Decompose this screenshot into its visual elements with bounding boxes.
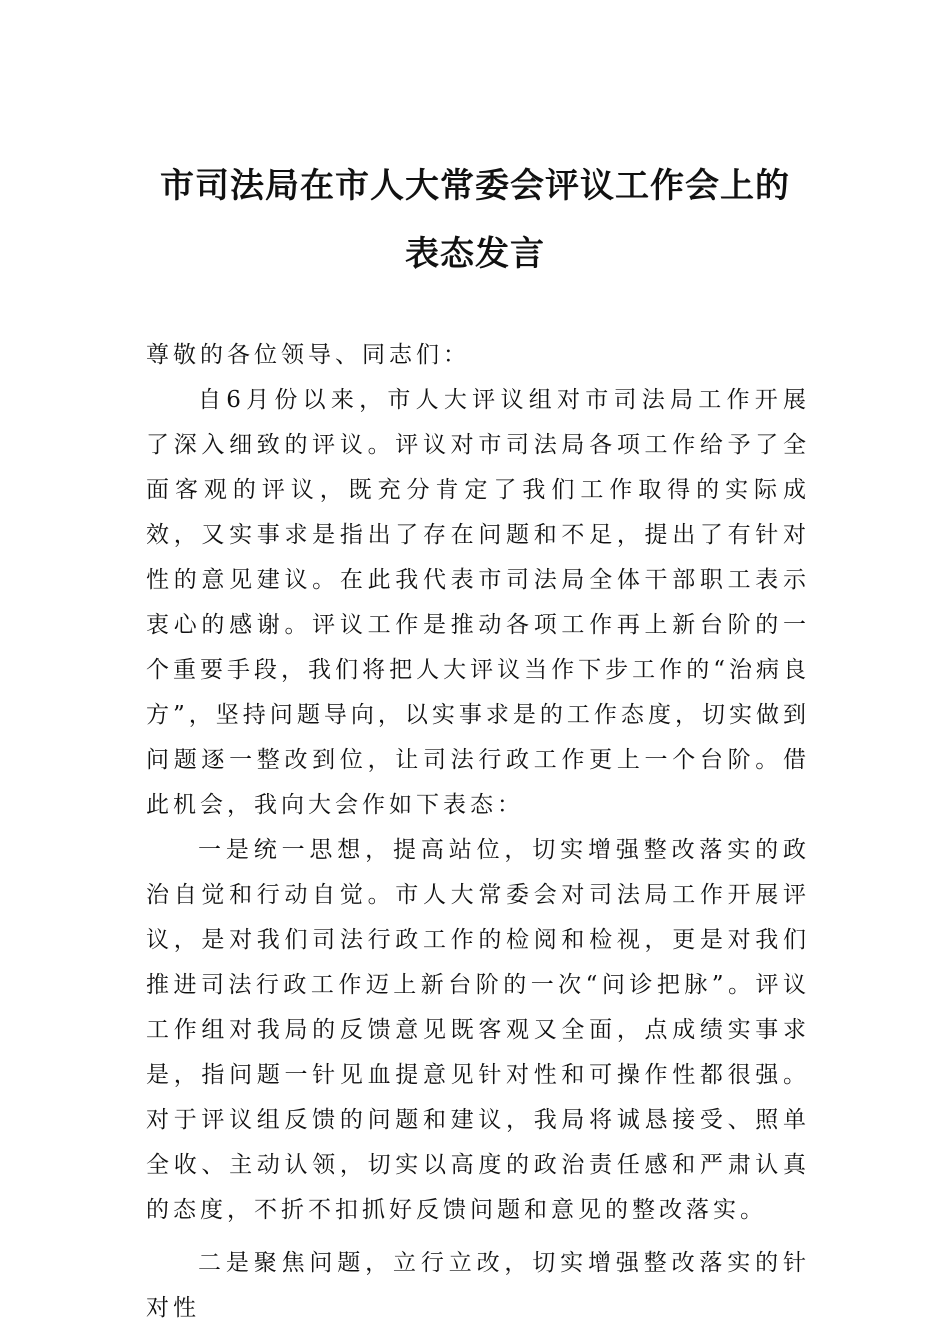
document-title-line-2: 表态发言	[405, 234, 545, 274]
paragraph-intro: 自6月份以来，市人大评议组对市司法局工作开展了深入细致的评议。评议对市司法局各项工作给予了全面客观的评议，既充分肯定了我们工作取得的实际成效，又实事求是指出了存在问题和不足，提出了有针对性的意见建议。在此我代表市司法局全体干部职工表示衷心的感谢。评议工作是推动各项工作再上新台阶的一个重要手段，我们将把人大评议当作下步工作的“治病良方”，坚持问题导向，以实事求是的工作态度，切实做到问题逐一整改到位，让司法行政工作更上一个台阶。借此机会，我向大会作如下表态：	[146, 387, 810, 818]
paragraph-point-one: 一是统一思想，提高站位，切实增强整改落实的政治自觉和行动自觉。市人大常委会对司法局工作开展评议，是对我们司法行政工作的检阅和检视，更是对我们推进司法行政工作迈上新台阶的一次“问诊把脉”。评议工作组对我局的反馈意见既客观又全面，点成绩实事求是，指问题一针见血提意见针对性和可操作性都很强。对于评议组反馈的问题和建议，我局将诚恳接受、照单全收、主动认领，切实以高度的政治责任感和严肃认真的态度，不折不扣抓好反馈问题和意见的整改落实。	[146, 837, 810, 1223]
paragraph-point-two: 二是聚焦问题，立行立改，切实增强整改落实的针对性	[146, 1250, 810, 1321]
document-title-line-1: 市司法局在市人大常委会评议工作会上的	[160, 166, 790, 206]
salutation: 尊敬的各位领导、同志们：	[146, 342, 470, 368]
document-body	[146, 333, 810, 1331]
